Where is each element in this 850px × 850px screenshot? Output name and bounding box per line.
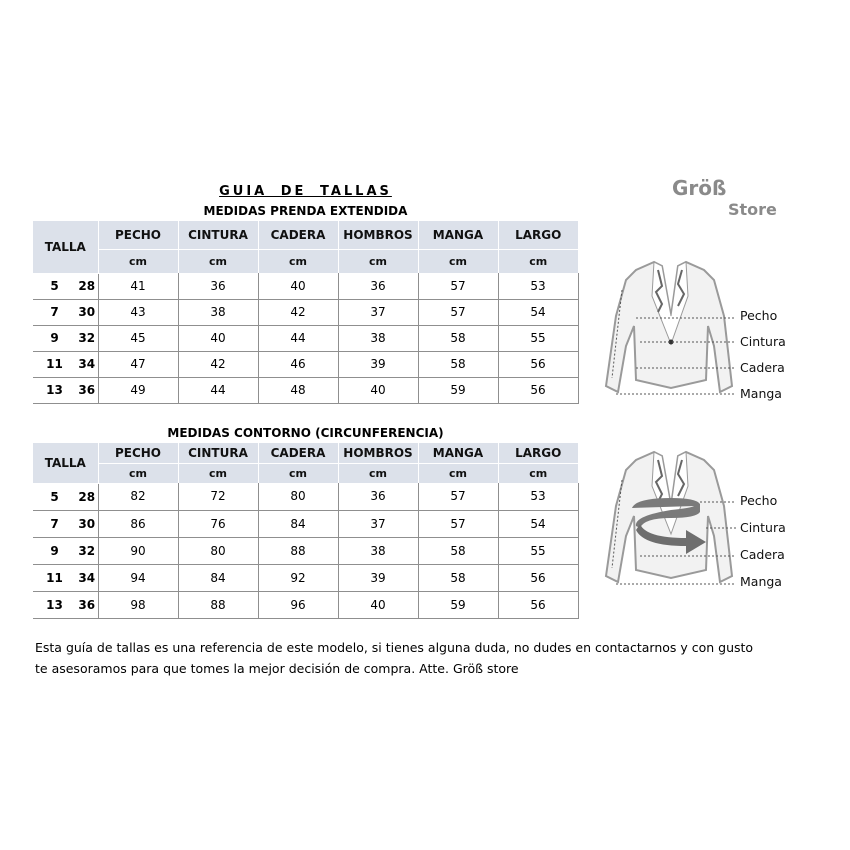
value-cell: 98 [98,591,178,618]
size-table-circumference [33,443,579,619]
size-alt-cell: 28 [76,273,98,299]
column-header-pecho: PECHO [98,221,178,249]
table-row [33,591,578,618]
unit-label: cm [258,463,338,483]
value-cell: 76 [178,510,258,537]
size-cell: 5 [33,483,76,510]
value-cell: 57 [418,510,498,537]
table-row [33,351,578,377]
value-cell: 40 [178,325,258,351]
value-cell: 48 [258,377,338,403]
value-cell: 37 [338,299,418,325]
column-header-largo: LARGO [498,221,578,249]
label-manga: Manga [740,574,782,589]
column-header-hombros: HOMBROS [338,221,418,249]
jacket-diagram-circumference [596,446,746,592]
value-cell: 55 [498,325,578,351]
value-cell: 38 [178,299,258,325]
size-cell: 7 [33,299,76,325]
size-cell: 13 [33,591,76,618]
table-row [33,537,578,564]
unit-label: cm [498,249,578,273]
unit-label: cm [178,463,258,483]
value-cell: 41 [98,273,178,299]
value-cell: 84 [178,564,258,591]
unit-label: cm [98,249,178,273]
value-cell: 58 [418,537,498,564]
label-pecho: Pecho [740,493,778,508]
talla-header: TALLA [33,221,98,273]
size-alt-cell: 32 [76,537,98,564]
value-cell: 88 [258,537,338,564]
value-cell: 86 [98,510,178,537]
column-header-manga: MANGA [418,221,498,249]
unit-label: cm [338,463,418,483]
table-row [33,483,578,510]
size-alt-cell: 30 [76,510,98,537]
note-line-1: Esta guía de tallas es una referencia de este modelo, si tienes alguna duda, no dudes en contactarnos y con gusto [35,640,754,655]
column-header-manga: MANGA [418,443,498,463]
value-cell: 56 [498,377,578,403]
value-cell: 57 [418,299,498,325]
value-cell: 57 [418,273,498,299]
value-cell: 54 [498,299,578,325]
size-table-extended [33,221,579,404]
unit-label: cm [498,463,578,483]
value-cell: 80 [178,537,258,564]
value-cell: 53 [498,273,578,299]
value-cell: 42 [258,299,338,325]
value-cell: 90 [98,537,178,564]
value-cell: 94 [98,564,178,591]
brand-logo-line1: Größ [672,176,727,200]
value-cell: 88 [178,591,258,618]
value-cell: 58 [418,351,498,377]
value-cell: 40 [338,377,418,403]
size-alt-cell: 34 [76,351,98,377]
value-cell: 36 [338,273,418,299]
size-cell: 13 [33,377,76,403]
column-header-largo: LARGO [498,443,578,463]
column-header-cadera: CADERA [258,443,338,463]
value-cell: 84 [258,510,338,537]
label-cintura: Cintura [740,334,786,349]
talla-header: TALLA [33,443,98,483]
size-alt-cell: 36 [76,377,98,403]
value-cell: 45 [98,325,178,351]
value-cell: 59 [418,591,498,618]
size-alt-cell: 32 [76,325,98,351]
brand-logo-line2: Store [728,200,777,219]
unit-label: cm [338,249,418,273]
value-cell: 58 [418,564,498,591]
size-cell: 11 [33,351,76,377]
value-cell: 46 [258,351,338,377]
table-row [33,325,578,351]
size-cell: 5 [33,273,76,299]
label-manga: Manga [740,386,782,401]
size-alt-cell: 36 [76,591,98,618]
column-header-hombros: HOMBROS [338,443,418,463]
column-header-cadera: CADERA [258,221,338,249]
unit-label: cm [418,249,498,273]
label-pecho: Pecho [740,308,778,323]
value-cell: 56 [498,351,578,377]
size-alt-cell: 28 [76,483,98,510]
value-cell: 37 [338,510,418,537]
column-header-cintura: CINTURA [178,221,258,249]
jacket-icon [606,262,732,392]
value-cell: 39 [338,564,418,591]
value-cell: 55 [498,537,578,564]
size-cell: 9 [33,325,76,351]
size-alt-cell: 30 [76,299,98,325]
value-cell: 56 [498,564,578,591]
size-alt-cell: 34 [76,564,98,591]
size-cell: 9 [33,537,76,564]
column-header-cintura: CINTURA [178,443,258,463]
value-cell: 38 [338,325,418,351]
value-cell: 44 [178,377,258,403]
value-cell: 39 [338,351,418,377]
page-title: GUIA DE TALLAS [219,184,392,199]
value-cell: 40 [258,273,338,299]
value-cell: 59 [418,377,498,403]
unit-label: cm [178,249,258,273]
unit-label: cm [98,463,178,483]
value-cell: 92 [258,564,338,591]
table-row [33,510,578,537]
value-cell: 38 [338,537,418,564]
value-cell: 40 [338,591,418,618]
size-guide-note [35,637,755,679]
jacket-diagram-extended [596,256,746,402]
value-cell: 49 [98,377,178,403]
value-cell: 80 [258,483,338,510]
value-cell: 47 [98,351,178,377]
unit-label: cm [258,249,338,273]
value-cell: 54 [498,510,578,537]
table-row [33,273,578,299]
value-cell: 96 [258,591,338,618]
label-cadera: Cadera [740,547,785,562]
value-cell: 72 [178,483,258,510]
value-cell: 56 [498,591,578,618]
value-cell: 57 [418,483,498,510]
value-cell: 43 [98,299,178,325]
value-cell: 53 [498,483,578,510]
value-cell: 42 [178,351,258,377]
table-row [33,564,578,591]
value-cell: 82 [98,483,178,510]
value-cell: 44 [258,325,338,351]
table-row [33,377,578,403]
label-cadera: Cadera [740,360,785,375]
value-cell: 36 [178,273,258,299]
note-line-2: te asesoramos para que tomes la mejor decisión de compra. Atte. Größ store [35,661,519,676]
value-cell: 36 [338,483,418,510]
size-cell: 7 [33,510,76,537]
size-cell: 11 [33,564,76,591]
table-row [33,299,578,325]
value-cell: 58 [418,325,498,351]
unit-label: cm [418,463,498,483]
table1-subtitle: MEDIDAS PRENDA EXTENDIDA [203,204,408,218]
table2-subtitle: MEDIDAS CONTORNO (CIRCUNFERENCIA) [167,426,444,440]
label-cintura: Cintura [740,520,786,535]
column-header-pecho: PECHO [98,443,178,463]
